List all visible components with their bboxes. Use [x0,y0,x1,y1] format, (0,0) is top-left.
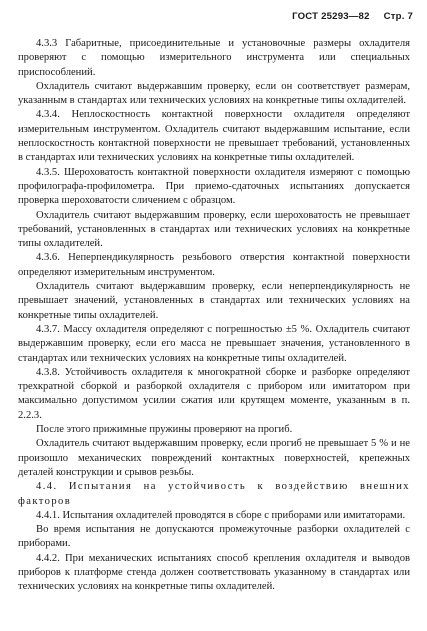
paragraph: Охладитель считают выдержавшим проверку, если он соответствует размерам, указанным в стандартах или технических условиях на конкретные типы охладителей. [18,80,410,107]
paragraph-4-3-6: 4.3.6. Неперпендикулярность резьбового отверстия контактной поверхности определяют измерительным инструментом. [18,252,410,278]
paragraph: Охладитель считают выдержавшим проверку, если шероховатость не превышает требований, установленных в стандартах или технических условиях на конкретные типы охладителей. [18,209,410,250]
standard-number: ГОСТ 25293—82 [292,11,370,22]
paragraph: Охладитель считают выдержавшим проверку, если неперпендикулярность не превышает значений, установленных в стандартах или технических условиях на конкретные типы охладителей. [18,281,410,321]
section-heading-4-4: 4.4. Испытания на устойчивость к воздействию внешних факторов [18,481,410,507]
paragraph: Во время испытания не допускаются промежуточные разборки охладителей с приборами. [18,524,410,550]
paragraph: Охладитель считают выдержавшим проверку, если прогиб не превышает 5 % и не произошло механических повреждений контактных поверхностей, крепежных деталей конструкции и срывов резьбы. [18,438,410,478]
paragraph-4-3-4: 4.3.4. Неплоскостность контактной поверхности охладителя определяют измерительным инструментом. Охладитель считают выдержавшим испытание, если неплоскостность контактной поверхности не превышает требований, установленных в стандартах или технических условиях на конкретные типы охладителей. [18,109,410,164]
page-number: Стр. 7 [383,11,413,22]
document-body [18,37,410,595]
paragraph-4-3-3: 4.3.3 Габаритные, присоединительные и установочные размеры охладителя проверяют с помощью измерительного инструмента или специальных приспособлений. [18,38,410,78]
paragraph-4-3-8: 4.3.8. Устойчивость охладителя к многократной сборке и разборке определяют трехкратной сборкой и разборкой охладителя с прибором или имитатором при максимально допустимом усилии сжатия или крутящем моменте, указанным в п. 2.2.3. [18,366,410,421]
paragraph-4-3-7: 4.3.7. Массу охладителя определяют с погрешностью ±5 %. Охладитель считают выдержавшим проверку, если его масса не превышает значения, установленного в стандартах или технических условиях на конкретные типы охладителей. [18,323,410,364]
page-header [292,10,413,24]
paragraph-4-3-5: 4.3.5. Шероховатость контактной поверхности охладителя измеряют с помощью профилографа-профилометра. При приемо-сдаточных испытаниях допускается проверка шероховатости сличением с образцом. [18,166,410,207]
paragraph: После этого прижимные пружины проверяют на прогиб. [36,424,293,436]
paragraph-4-4-2: 4.4.2. При механических испытаниях способ крепления охладителя и выводов приборов к платформе стенда должен соответствовать указанному в стандартах или технических условиях на конкретные типы охладителей. [18,552,410,593]
paragraph-4-4-1: 4.4.1. Испытания охладителей проводятся в сборе с приборами или имитаторами. [36,509,406,521]
